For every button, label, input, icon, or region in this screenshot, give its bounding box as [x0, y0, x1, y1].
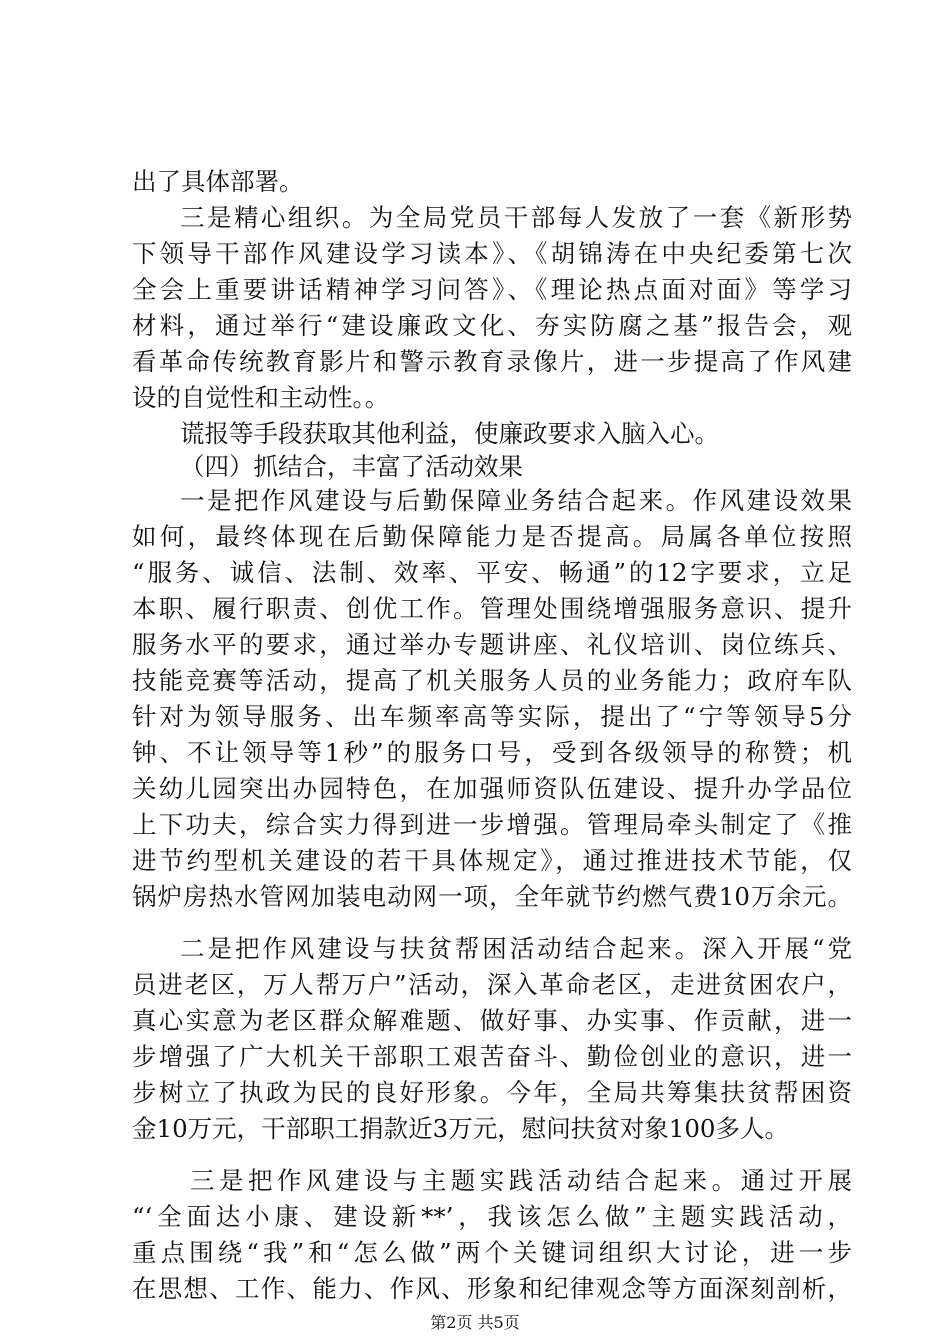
text-line: 锅炉房热水管网加装电动网一项，全年就节约燃气费10万余元。	[132, 882, 852, 911]
text-line: 金10万元，干部职工捐款近3万元，慰问扶贫对象100多人。	[132, 1114, 790, 1143]
text-line: 上下功夫，综合实力得到进一步增强。管理局牵头制定了《推	[132, 810, 852, 839]
text-line: “‘全面达小康、建设新**’，我该怎么做”主题实践活动，	[132, 1202, 852, 1231]
text-line: 步树立了执政为民的良好形象。今年，全局共筹集扶贫帮困资	[132, 1078, 852, 1107]
text-line: 谎报等手段获取其他利益，使廉政要求入脑入心。	[180, 419, 719, 448]
text-line: 针对为领导服务、出车频率高等实际，提出了“宁等领导5分	[132, 702, 852, 731]
text-line: 一是把作风建设与后勤保障业务结合起来。作风建设效果	[180, 486, 852, 515]
text-line: 看革命传统教育影片和警示教育录像片，进一步提高了作风建	[132, 347, 852, 376]
text-line: 真心实意为老区群众解难题、做好事、办实事、作贡献，进一	[132, 1006, 852, 1035]
text-line: 员进老区，万人帮万户”活动，深入革命老区，走进贫困农户，	[132, 970, 852, 999]
text-line: 三是精心组织。为全局党员干部每人发放了一套《新形势	[180, 203, 852, 232]
text-line: 重点围绕“我”和“怎么做”两个关键词组织大讨论，进一步	[132, 1238, 852, 1267]
text-line: 本职、履行职责、创优工作。管理处围绕增强服务意识、提升	[132, 594, 852, 623]
text-line: 钟、不让领导等1秒”的服务口号，受到各级领导的称赞；机	[132, 738, 852, 767]
text-line: 关幼儿园突出办园特色，在加强师资队伍建设、提升办学品位	[132, 774, 852, 803]
text-line: 下领导干部作风建设学习读本》、《胡锦涛在中央纪委第七次	[132, 239, 852, 268]
text-line: 设的自觉性和主动性。。	[132, 383, 390, 412]
section-heading: （四）抓结合，丰富了活动效果	[180, 452, 523, 481]
text-line: 进节约型机关建设的若干具体规定》，通过推进技术节能，仅	[132, 846, 852, 875]
text-line: 如何，最终体现在后勤保障能力是否提高。局属各单位按照	[132, 522, 852, 551]
text-line: 在思想、工作、能力、作风、形象和纪律观念等方面深刻剖析，	[132, 1274, 852, 1303]
text-line: 材料，通过举行“建设廉政文化、夯实防腐之基”报告会，观	[132, 311, 852, 340]
text-line: 全会上重要讲话精神学习问答》、《理论热点面对面》等学习	[132, 275, 852, 304]
text-line: 步增强了广大机关干部职工艰苦奋斗、勤俭创业的意识，进一	[132, 1042, 852, 1071]
text-line: “服务、诚信、法制、效率、平安、畅通”的12字要求，立足	[132, 558, 852, 587]
text-line: 二是把作风建设与扶贫帮困活动结合起来。深入开展“党	[180, 934, 852, 963]
page-number-footer: 第2页 共5页	[430, 1313, 520, 1332]
text-line: 服务水平的要求，通过举办专题讲座、礼仪培训、岗位练兵、	[132, 630, 852, 659]
text-line: 技能竞赛等活动，提高了机关服务人员的业务能力；政府车队	[132, 666, 852, 695]
text-line: 三是把作风建设与主题实践活动结合起来。通过开展	[190, 1166, 852, 1195]
text-line: 出了具体部署。	[132, 167, 304, 196]
